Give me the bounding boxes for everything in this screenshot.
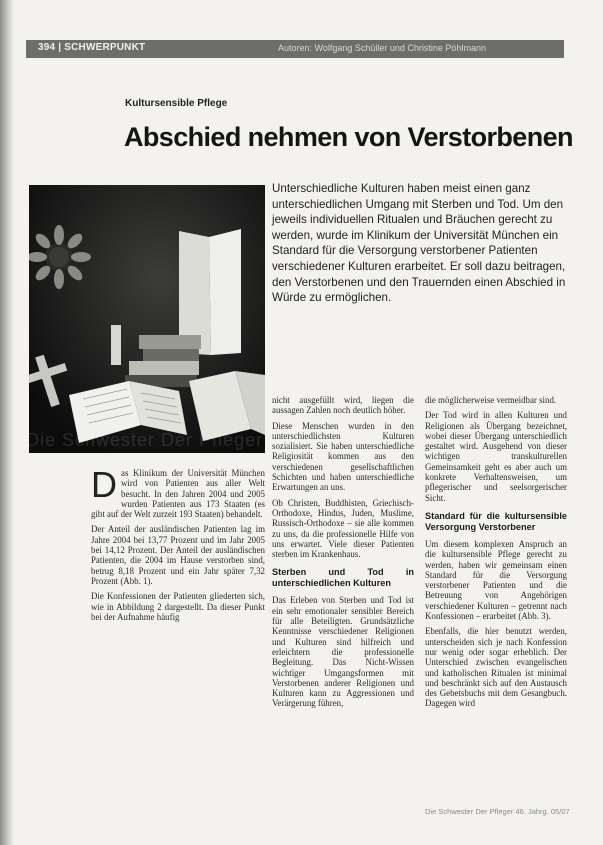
body-paragraph: Die Konfessionen der Patienten gliederten sich, wie in Abbildung 2 dargestellt. Da dieser Punkt bei der Aufnahme häufig: [91, 591, 265, 622]
body-paragraph: Diese Menschen wurden in den unterschiedlichsten Kulturen sozialisiert. Sie haben unterschiedliche Religiosität kommen aus den verschiedenen gesellschaftlichen Schichten und haben unterschiedliche Erwartungen an uns.: [272, 420, 414, 493]
body-paragraph: Ob Christen, Buddhisten, Griechisch-Orthodoxe, Hindus, Juden, Muslime, Russisch-Orthodoxe – sie alle kommen zu uns, da die professionelle Hilfe von uns erwartet. Viele dieser Patienten sterben im Krankenhaus.: [272, 497, 414, 560]
section-label: 394 | SCHWERPUNKT: [38, 42, 146, 53]
kicker: Kultursensible Pflege: [125, 98, 228, 109]
text-column-1: [91, 464, 265, 627]
body-paragraph: Der Tod wird in allen Kulturen und Religionen als Übergang bezeichnet, wobei dieser Übergang unterschiedlich gestaltet wird. Ausgehend von dieser wichtigen transkulturellen Gemeinsamkeit geht es aber auch um konkrete Verhaltensweisen, um pflegerischer und seelsorgerischer Sicht.: [425, 410, 567, 503]
body-paragraph: Das Erleben von Sterben und Tod ist ein sehr emotionaler sensibler Bereich für alle Beteiligten. Grundsätzliche Kenntnisse verschiedener Religionen und Kulturen sind hilfreich und erleichtern die professionelle Begleitung. Das Nicht-Wissen wichtiger Umgangsformen mit Verstorbenen anderer Religionen und Kulturen kann zu Aggressionen und Verärgerung führen,: [272, 595, 414, 709]
article-photo: [29, 185, 265, 453]
lead-paragraph: Unterschiedliche Kulturen haben meist einen ganz unterschiedlichen Umgang mit Sterben und Tod. Um den jeweils individuellen Ritualen und Bräuchen gerecht zu werden, wurde im Klinikum der Universität München ein Standard für die Versorgung verstorbener Patienten verschiedener Kulturen erarbeitet. Er soll dazu beitragen, den Verstorbenen und den Trauernden einen Abschied in Würde zu ermöglichen.: [272, 182, 566, 305]
subheading: Sterben und Tod in unterschiedlichen Kulturen: [272, 567, 414, 589]
page-footer: Die Schwester Der Pfleger 46. Jahrg. 05/07: [425, 807, 570, 816]
body-paragraph: Ebenfalls, die hier benutzt werden, unterscheiden sich je nach Konfession nur wenig oder sogar erheblich. Der Unterschied zwischen evangelischen und katholischen Ritualen ist minimal und beschränkt sich auf den Austausch des Gebetsbuchs mit dem Gesangbuch. Dagegen wird: [425, 626, 567, 709]
body-paragraph: Um diesem komplexen Anspruch an die kultursensible Pflege gerecht zu werden, haben wir gemeinsam einen Standard für die Versorgung verstorbener Patienten und die Betreuung von Angehörigen verschiedener Kulturen – getrennt nach Konfessionen – erarbeitet (Abb. 3).: [425, 538, 567, 622]
body-paragraph: as Klinikum der Universität München wird von Patienten aus aller Welt besucht. In den Jahren 2004 und 2005 wurden Patienten aus 173 Staaten (es gibt auf der Welt zurzeit 193 Staaten) behandelt.: [91, 468, 265, 520]
body-paragraph: die möglicherweise vermeidbar sind.: [425, 395, 557, 405]
body-paragraph: Der Anteil der ausländischen Patienten lag im Jahre 2004 bei 13,77 Prozent und im Jahr 2005 bei 14,12 Prozent. Der Anteil der ausländischen Patienten, die 2004 im Hause verstorben sind, betrug 8,18 Prozent und ein Jahr später 7,32 Prozent (Abb. 1).: [91, 524, 265, 586]
text-column-2: [272, 395, 414, 714]
article-title: Abschied nehmen von Verstorbenen: [124, 122, 573, 152]
authors-line: Autoren: Wolfgang Schüller und Christine Pöhlmann: [278, 43, 486, 53]
text-column-3: [425, 395, 567, 714]
body-paragraph: nicht ausgefüllt wird, liegen die aussagen Zahlen noch deutlich höher.: [272, 395, 414, 416]
page-edge-shadow: [0, 0, 14, 845]
header-bar: [26, 40, 564, 58]
subheading: Standard für die kultursensible Versorgung Verstorbener: [425, 510, 567, 532]
drop-cap: D: [91, 464, 117, 505]
photo-illustration: [29, 185, 265, 453]
photo-watermark: Die Schwester Der Pfleger: [26, 430, 264, 450]
